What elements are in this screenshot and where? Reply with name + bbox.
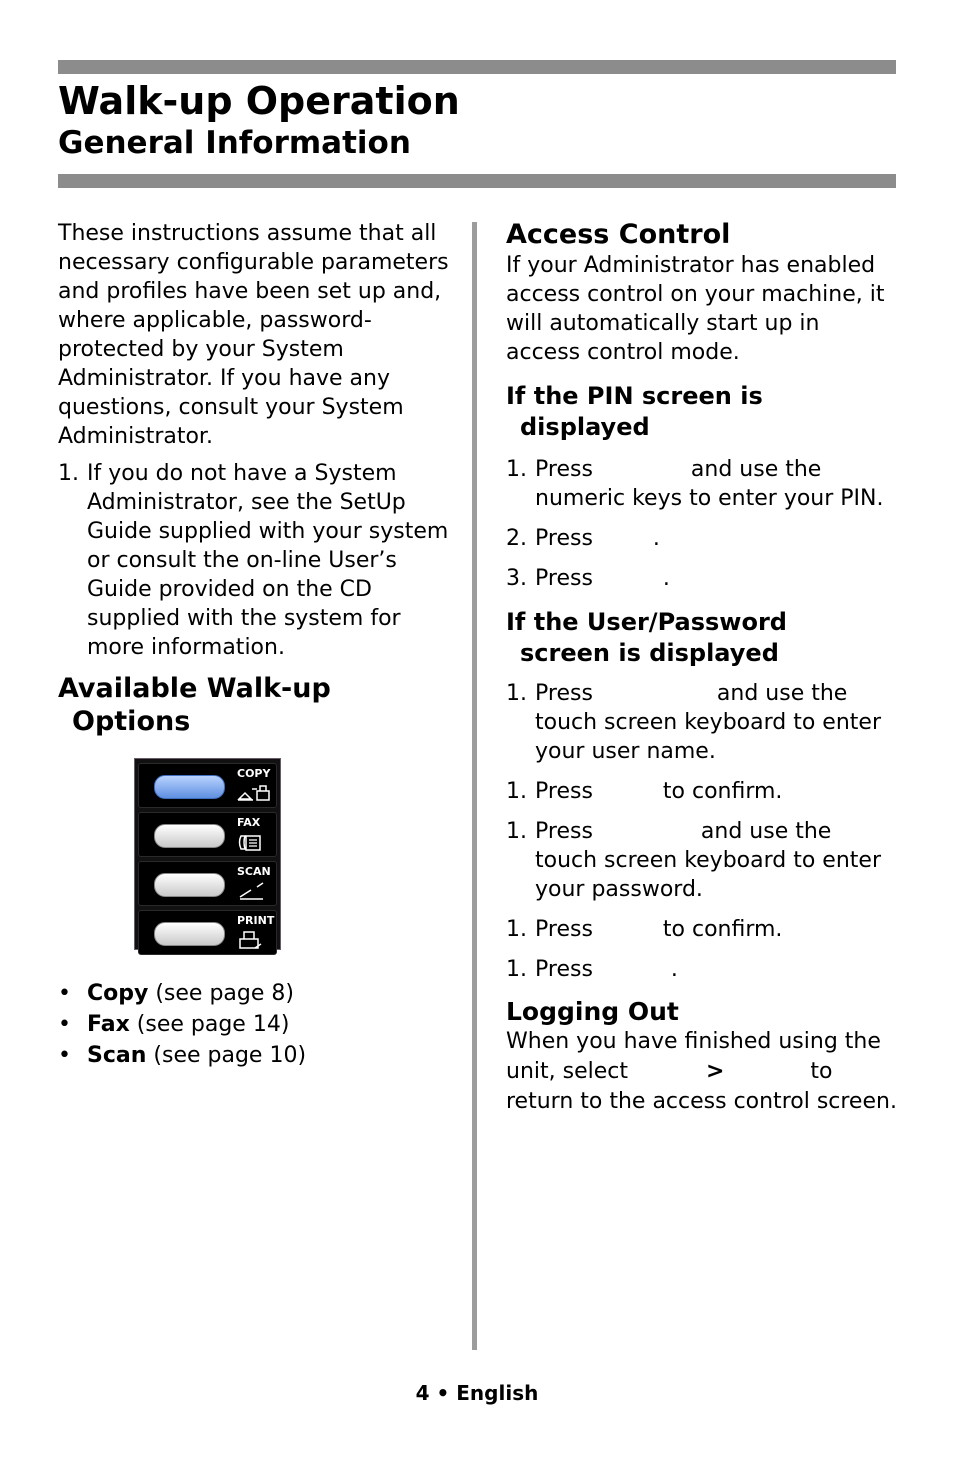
print-icon: [237, 930, 271, 950]
bullet-dot: •: [58, 1012, 71, 1037]
pin-heading: [506, 381, 898, 443]
fax-panel-button[interactable]: [138, 812, 277, 857]
option-ref: (see page 14): [129, 1012, 290, 1037]
step-number: 3.: [506, 566, 527, 591]
admin-steps: [58, 459, 450, 662]
step-verb: Press: [535, 526, 593, 551]
access-control-text: If your Administrator has enabled access control on your machine, it will automatically start up in access control mode.: [506, 253, 885, 365]
logout-select-text: unit, select: [506, 1059, 628, 1084]
step-verb: Press: [535, 457, 593, 482]
header-rule-bottom: [58, 174, 896, 188]
step-verb: Press: [535, 779, 593, 804]
panel-label: FAX: [237, 816, 261, 829]
step-number: 1.: [506, 957, 527, 982]
step-verb: Press: [535, 566, 593, 591]
step-number: 1.: [506, 457, 527, 482]
fax-icon: [237, 832, 271, 852]
intro-paragraph: These instructions assume that all necessary configurable parameters and profiles have been set up and, where applicable, password-protected by your System Administrator. If you have any questions, consult your System Administrator.: [58, 221, 449, 449]
page-title: Walk-up Operation: [58, 79, 460, 123]
user-title-line2: screen is displayed: [520, 639, 779, 667]
logout-line-1: When you have finished using the: [506, 1029, 881, 1054]
panel-label: PRINT: [237, 914, 275, 927]
copy-pill: [154, 775, 225, 799]
step-number: 1.: [506, 819, 527, 844]
logging-out-title: Logging Out: [506, 997, 679, 1026]
options-list: [58, 978, 450, 1071]
step-verb: Press: [535, 957, 593, 982]
walkup-panel-image: [134, 758, 281, 950]
pin-steps: [506, 455, 898, 593]
list-item: [506, 915, 898, 944]
option-name: Scan: [87, 1043, 147, 1068]
logout-line-2: [506, 1056, 898, 1087]
print-pill: [154, 922, 225, 946]
step-text: If you do not have a System Administrator, see the SetUp Guide supplied with your system or consult the on-line User’s Guide provided on the CD supplied with the system for more information.: [87, 461, 449, 660]
panel-label: COPY: [237, 767, 271, 780]
list-item: [58, 459, 450, 662]
user-title-line1: If the User/Password: [506, 608, 787, 636]
panel-label: SCAN: [237, 865, 271, 878]
pin-title-line2: displayed: [520, 413, 650, 441]
list-item: [58, 1009, 450, 1040]
step-number: 2.: [506, 526, 527, 551]
options-title-line2: Options: [72, 706, 191, 737]
step-text: and use the touch screen keyboard to enter your user name.: [535, 681, 881, 764]
list-item: [506, 777, 898, 806]
fax-pill: [154, 824, 225, 848]
list-item: [506, 817, 898, 904]
step-text: .: [670, 957, 678, 982]
step-text: and use the touch screen keyboard to enter your password.: [535, 819, 881, 902]
list-item: [58, 978, 450, 1009]
scan-icon: [237, 881, 271, 901]
scan-panel-button[interactable]: [138, 861, 277, 906]
option-name: Fax: [87, 1012, 130, 1037]
step-number: 1.: [506, 681, 527, 706]
menu-arrow: >: [705, 1059, 725, 1084]
step-verb: Press: [535, 681, 593, 706]
logout-line-3: return to the access control screen.: [506, 1089, 897, 1114]
list-item: [506, 455, 898, 513]
step-text: .: [652, 526, 660, 551]
step-number: 1.: [58, 461, 79, 486]
page-footer: 4 • English: [415, 1381, 539, 1405]
pin-title-line1: If the PIN screen is: [506, 382, 763, 410]
user-password-heading: [506, 607, 898, 669]
options-heading: [58, 672, 450, 738]
list-item: [58, 1040, 450, 1071]
option-ref: (see page 10): [146, 1043, 307, 1068]
list-item: [506, 564, 898, 593]
option-ref: (see page 8): [148, 981, 294, 1006]
step-text: to confirm.: [662, 917, 783, 942]
scan-pill: [154, 873, 225, 897]
list-item: [506, 679, 898, 766]
step-number: 1.: [506, 917, 527, 942]
list-item: [506, 524, 898, 553]
step-verb: Press: [535, 819, 593, 844]
option-name: Copy: [87, 981, 149, 1006]
column-divider: [472, 222, 477, 1350]
copy-panel-button[interactable]: [138, 763, 277, 808]
logout-to-text: to: [810, 1059, 833, 1084]
step-number: 1.: [506, 779, 527, 804]
step-text: .: [662, 566, 670, 591]
print-panel-button[interactable]: [138, 910, 277, 955]
step-verb: Press: [535, 917, 593, 942]
left-column: [58, 218, 450, 1071]
bullet-dot: •: [58, 981, 71, 1006]
step-text: and use the numeric keys to enter your PIN.: [535, 457, 884, 511]
access-control-title: Access Control: [506, 219, 731, 250]
header-rule-top: [58, 60, 896, 74]
page-subtitle: General Information: [58, 125, 411, 161]
bullet-dot: •: [58, 1043, 71, 1068]
copy-icon: [237, 783, 271, 803]
step-text: to confirm.: [662, 779, 783, 804]
user-password-steps: [506, 679, 898, 984]
right-column: [506, 218, 898, 1116]
list-item: [506, 955, 898, 984]
options-title-line1: Available Walk-up: [58, 673, 331, 704]
